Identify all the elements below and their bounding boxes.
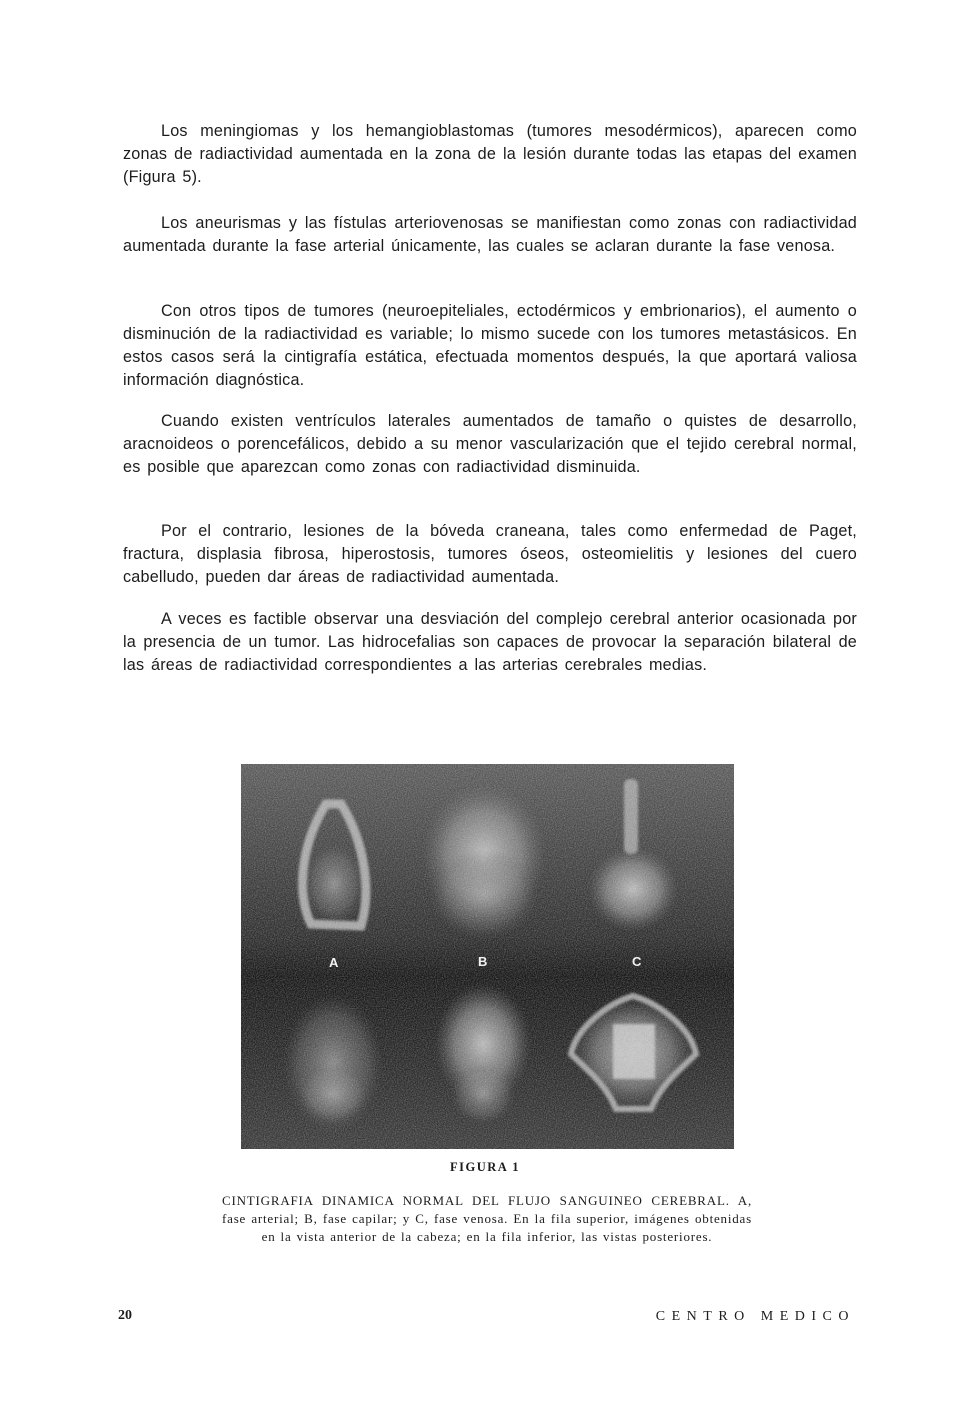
- body-paragraph: Por el contrario, lesiones de la bóveda craneana, tales como enfermedad de Paget, fractura, displasia fibrosa, hiperostosis, tumores óseos, osteomielitis y lesiones del cuero cabelludo, pueden dar áreas de radiactividad aumentada.: [123, 522, 857, 586]
- body-paragraph: Con otros tipos de tumores (neuroepiteliales, ectodérmicos y embrionarios), el aumento o disminución de la radiactividad es variable; lo mismo sucede con los tumores metastásicos. En estos casos será la cintigrafía estática, efectuada momentos después, la que aportará valiosa información diagnóstica.: [123, 302, 857, 389]
- page-number: 20: [118, 1308, 132, 1323]
- body-paragraph: Cuando existen ventrículos laterales aumentados de tamaño o quistes de desarrollo, aracnoideos o porencefálicos, debido a su menor vascularización que el tejido cerebral normal, es posible que aparezcan como zonas con radiactividad disminuida.: [123, 412, 857, 476]
- body-paragraph: Los aneurismas y las fístulas arteriovenosas se manifiestan como zonas con radiactividad aumentada durante la fase arterial únicamente, las cuales se aclaran durante la fase venosa.: [123, 214, 857, 255]
- scintigraphy-photo: [241, 764, 734, 1149]
- figure-label-b: B: [478, 954, 488, 969]
- scintigraphy-image: [241, 764, 734, 1149]
- body-paragraph: A veces es factible observar una desviación del complejo cerebral anterior ocasionada por la presencia de un tumor. Las hidrocefalias son capaces de provocar la separación bilateral de las áreas de radiactividad correspondientes a las arterias cerebrales medias.: [123, 610, 857, 674]
- figure-title: FIGURA 1: [450, 1160, 520, 1174]
- figure-label-c: C: [632, 954, 642, 969]
- journal-name: CENTRO MEDICO: [655, 1309, 855, 1324]
- figure-caption: CINTIGRAFIA DINAMICA NORMAL DEL FLUJO SANGUINEO CEREBRAL. A, fase arterial; B, fase capilar; y C, fase venosa. En la fila superior, imágenes obtenidas en la vista anterior de la cabeza; en la fila inferior, las vistas posteriores.: [222, 1193, 752, 1244]
- figure-label-a: A: [329, 955, 339, 970]
- body-paragraph: Los meningiomas y los hemangioblastomas (tumores mesodérmicos), aparecen como zonas de radiactividad aumentada en la zona de la lesión durante todas las etapas del examen (Figura 5).: [123, 122, 857, 186]
